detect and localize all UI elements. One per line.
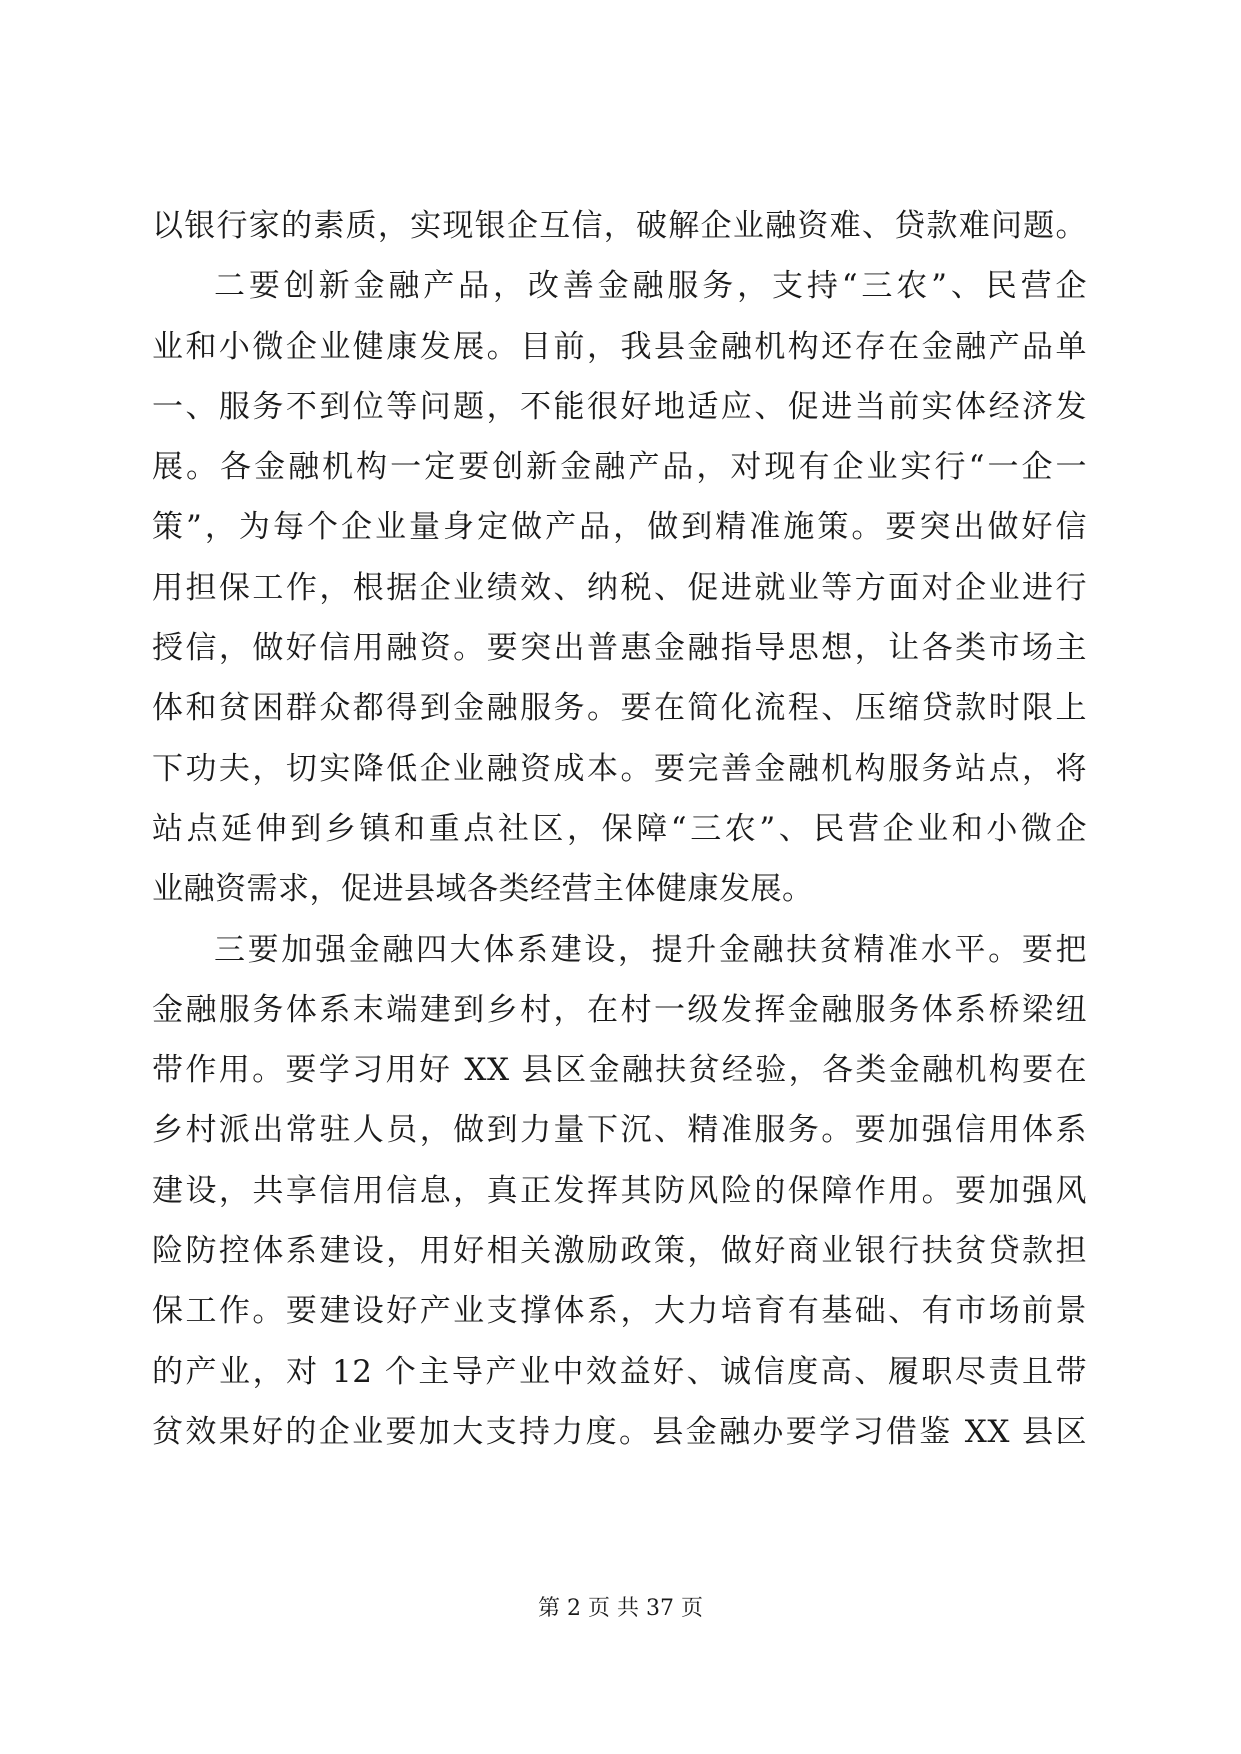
text-line: 体和贫困群众都得到金融服务。要在简化流程、压缩贷款时限上	[152, 690, 1087, 727]
text-line: 以银行家的素质，实现银企互信，破解企业融资难、贷款难问题。	[152, 208, 1087, 244]
paragraph-start-line: 二要创新金融产品，改善金融服务，支持“三农”、民营企	[214, 268, 1087, 305]
text-line: 带作用。要学习用好 XX 县区金融扶贫经验，各类金融机构要在	[152, 1052, 1087, 1089]
text-line: 用担保工作，根据企业绩效、纳税、促进就业等方面对企业进行	[152, 569, 1087, 606]
text-line: 贫效果好的企业要加大支持力度。县金融办要学习借鉴 XX 县区	[152, 1413, 1087, 1450]
paragraph-end-line: 业融资需求，促进县域各类经营主体健康发展。	[152, 871, 814, 908]
text-line: 策”，为每个企业量身定做产品，做到精准施策。要突出做好信	[152, 509, 1087, 546]
text-line: 站点延伸到乡镇和重点社区，保障“三农”、民营企业和小微企	[152, 810, 1087, 847]
text-line: 下功夫，切实降低企业融资成本。要完善金融机构服务站点，将	[152, 750, 1087, 787]
document-body	[152, 196, 1087, 1462]
page-number-footer: 第 2 页 共 37 页	[538, 1596, 703, 1621]
text-line: 金融服务体系末端建到乡村，在村一级发挥金融服务体系桥梁纽	[152, 991, 1087, 1028]
text-line: 险防控体系建设，用好相关激励政策，做好商业银行扶贫贷款担	[152, 1233, 1087, 1270]
text-line: 建设，共享信用信息，真正发挥其防风险的保障作用。要加强风	[152, 1172, 1087, 1209]
text-line: 的产业，对 12 个主导产业中效益好、诚信度高、履职尽责且带	[152, 1353, 1087, 1390]
text-line: 乡村派出常驻人员，做到力量下沉、精准服务。要加强信用体系	[152, 1112, 1087, 1149]
text-line: 一、服务不到位等问题，不能很好地适应、促进当前实体经济发	[152, 388, 1087, 425]
text-line: 保工作。要建设好产业支撑体系，大力培育有基础、有市场前景	[152, 1293, 1087, 1330]
text-line: 授信，做好信用融资。要突出普惠金融指导思想，让各类市场主	[152, 630, 1087, 667]
text-line: 业和小微企业健康发展。目前，我县金融机构还存在金融产品单	[152, 328, 1087, 365]
text-line: 展。各金融机构一定要创新金融产品，对现有企业实行“一企一	[152, 449, 1087, 486]
paragraph-start-line: 三要加强金融四大体系建设，提升金融扶贫精准水平。要把	[214, 931, 1087, 968]
